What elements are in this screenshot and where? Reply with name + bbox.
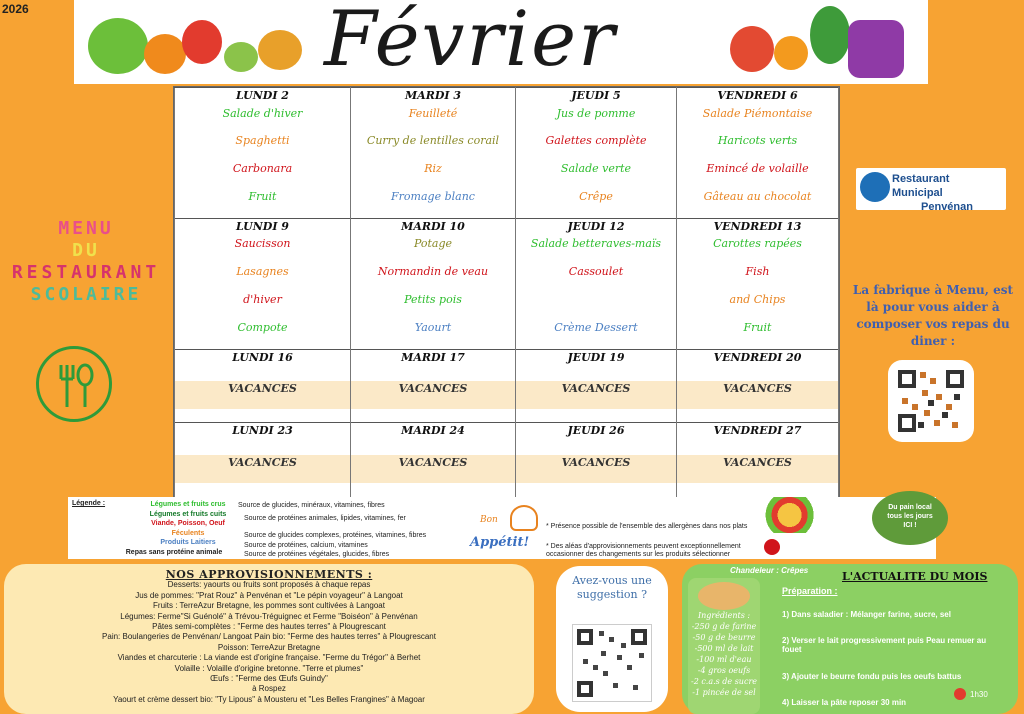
menu-row xyxy=(175,133,839,161)
menu-item: Fruit xyxy=(175,189,351,218)
ingredient-line: Ingrédients : xyxy=(697,611,751,620)
suggestion-text: Avez-vous une suggestion ? xyxy=(572,574,652,601)
header-banner xyxy=(74,0,928,84)
kiwi-illustration xyxy=(224,42,258,72)
menu-item: Riz xyxy=(351,161,516,189)
empty-cell xyxy=(677,483,839,497)
holiday-row xyxy=(175,381,839,409)
menu-item xyxy=(516,292,677,320)
spacer-row xyxy=(175,483,839,497)
menu-title-line: SCOLAIRE xyxy=(30,284,142,305)
veg-box-illustration xyxy=(848,20,904,78)
cabbage-illustration xyxy=(88,18,148,74)
day-header: JEUDI 12 xyxy=(516,218,677,236)
menu-item: Emincé de volaille xyxy=(677,161,839,189)
crepe-tag: Chandeleur : Crêpes xyxy=(730,566,809,575)
empty-cell xyxy=(516,409,677,423)
day-header: LUNDI 2 xyxy=(175,88,351,106)
news-title: L'ACTUALITE DU MOIS xyxy=(842,570,988,583)
menu-item: Fish xyxy=(677,264,839,292)
legend-category: Légumes et fruits cuits xyxy=(149,510,227,518)
menu-title xyxy=(8,218,164,306)
day-header: VENDREDI 13 xyxy=(677,218,839,236)
legend-category: Repas sans protéine animale xyxy=(125,548,223,556)
year-label: 2026 xyxy=(2,2,29,16)
spacer-row xyxy=(175,441,839,455)
cutlery-icon xyxy=(36,346,112,422)
day-header: JEUDI 26 xyxy=(516,423,677,441)
supply-line: Pâtes semi-complètes : "Ferme des hautes terres" à Plougrescant xyxy=(152,622,386,632)
day-header: MARDI 3 xyxy=(351,88,516,106)
menu-row xyxy=(175,320,839,349)
restaurant-logo xyxy=(856,168,1006,213)
menu-item: Compote xyxy=(175,320,351,349)
recipe-step: 4) Laisser la pâte reposer 30 min xyxy=(782,698,907,707)
supply-line: Viandes et charcuterie : La viande est d'origine française. "Ferme du Trégor" à Berhet xyxy=(117,653,421,663)
empty-cell xyxy=(677,441,839,455)
prep-time: 1h30 xyxy=(970,690,988,699)
menu-row xyxy=(175,161,839,189)
empty-cell xyxy=(677,409,839,423)
menu-item: Curry de lentilles corail xyxy=(351,133,516,161)
menu-item: Fruit xyxy=(677,320,839,349)
chef-hat-icon xyxy=(510,505,538,531)
menu-item: Jus de pomme xyxy=(516,106,677,134)
menu-item: Carbonara xyxy=(175,161,351,189)
empty-cell xyxy=(351,441,516,455)
ingredient-line: -250 g de farine xyxy=(691,622,757,631)
empty-cell xyxy=(351,483,516,497)
empty-cell xyxy=(175,483,351,497)
menu-row xyxy=(175,292,839,320)
menu-item: Petits pois xyxy=(351,292,516,320)
day-header: VENDREDI 27 xyxy=(677,423,839,441)
day-header: JEUDI 5 xyxy=(516,88,677,106)
spacer-row xyxy=(175,409,839,423)
recipe-step: 2) Verser le lait progressivement puis Peau remuer au fouet xyxy=(782,636,987,654)
menu-item: Salade betteraves-maïs xyxy=(516,236,677,264)
suggestion-panel xyxy=(556,566,668,712)
menu-row xyxy=(175,236,839,264)
supply-line: Légumes: Ferme"Si Guénolé" à Trévou-Tréguignec et Ferme "Boiséon" à Penvénan xyxy=(120,611,418,621)
spoon-icon xyxy=(860,172,890,202)
menu-item: Saucisson xyxy=(175,236,351,264)
menu-item: Potage xyxy=(351,236,516,264)
legend-category: Produits Laitiers xyxy=(160,539,216,546)
ingredients-card xyxy=(688,578,760,714)
month-title: Février xyxy=(324,0,617,83)
legend-description: Source de protéines, calcium, vitamines xyxy=(244,542,368,549)
supply-line: Pain: Boulangeries de Penvénan/ Langoat Pain bio: "Ferme des hautes terres" à Plougrescant xyxy=(102,632,436,642)
empty-cell xyxy=(516,483,677,497)
apple-illustration xyxy=(730,26,774,72)
supply-line: Jus de pommes: "Prat Rouz" à Penvénan et "Le pépin voyageur" à Langoat xyxy=(135,590,403,600)
ingredient-line: -1 pincée de sel xyxy=(692,688,756,697)
week-header-row xyxy=(175,88,839,106)
legend-description: Source de protéines végétales, glucides, fibres xyxy=(244,551,390,558)
holiday-cell: VACANCES xyxy=(175,381,351,409)
ingredient-line: -4 gros oeufs xyxy=(697,666,751,675)
empty-cell xyxy=(175,409,351,423)
menu-row xyxy=(175,264,839,292)
menu-item: Salade verte xyxy=(516,161,677,189)
menu-item: Haricots verts xyxy=(677,133,839,161)
holiday-cell: VACANCES xyxy=(516,455,677,483)
supply-line: Fruits : TerreAzur Bretagne, les pommes sont cultivées à Langoat xyxy=(153,601,385,611)
holiday-cell: VACANCES xyxy=(516,381,677,409)
menu-row xyxy=(175,189,839,218)
bon-text: Bon xyxy=(480,515,498,525)
appetit-text: Appétit! xyxy=(470,535,530,550)
ingredient-line: -50 g de beurre xyxy=(692,633,756,642)
ingredient-line: -2 c.a.s de sucre xyxy=(690,677,757,686)
recipe-step: 3) Ajouter le beurre fondu puis les oeufs battus xyxy=(782,672,962,681)
legend-title: Légende : xyxy=(72,500,106,507)
supply-line: Poisson: TerreAzur Bretagne xyxy=(217,642,321,652)
legend-description: Source de glucides, minéraux, vitamines, fibres xyxy=(238,502,385,509)
menu-item: Normandin de veau xyxy=(351,264,516,292)
holiday-cell: VACANCES xyxy=(677,381,839,409)
legend-category: Féculents xyxy=(171,529,205,537)
suggestion-qr-code[interactable] xyxy=(572,624,652,702)
ingredient-line: -100 ml d'eau xyxy=(696,655,752,664)
legend-description: Source de glucides complexes, protéines, vitamines, fibres xyxy=(244,532,427,539)
empty-cell xyxy=(516,367,677,381)
legend-panel xyxy=(68,497,936,559)
holiday-cell: VACANCES xyxy=(351,455,516,483)
empty-cell xyxy=(516,441,677,455)
menu-item: Fromage blanc xyxy=(351,189,516,218)
empty-cell xyxy=(175,367,351,381)
day-header: JEUDI 19 xyxy=(516,349,677,367)
menu-row xyxy=(175,106,839,134)
day-header: VENDREDI 20 xyxy=(677,349,839,367)
supply-note: * Des aléas d'approvisionnements peuvent exceptionnellement occasionner des changements sur les produits sélectionner xyxy=(546,543,741,558)
menu-item: d'hiver xyxy=(175,292,351,320)
restaurant-town: Penvénan xyxy=(921,201,973,213)
qr-code[interactable] xyxy=(888,360,974,442)
legend-category: Viande, Poisson, Oeuf xyxy=(151,520,225,527)
fruit-basket-illustration xyxy=(762,497,854,533)
menu-item: and Chips xyxy=(677,292,839,320)
day-header: MARDI 10 xyxy=(351,218,516,236)
menu-item: Lasagnes xyxy=(175,264,351,292)
menu-item: Salade d'hiver xyxy=(175,106,351,134)
legend-description: Source de protéines animales, lipides, vitamines, fer xyxy=(244,515,406,522)
supply-line: Volaille : Volaille d'origine bretonne. "Terre et plumes" xyxy=(174,663,364,673)
empty-cell xyxy=(175,441,351,455)
clock-icon xyxy=(954,688,966,700)
legend-category: Légumes et fruits crus xyxy=(150,501,226,508)
day-header: MARDI 24 xyxy=(351,423,516,441)
supply-line: Yaourt et crème dessert bio: "Ty Lipous" à Mousteru et "Les Belles Frangines" à Magoar xyxy=(113,694,425,704)
tomato-illustration xyxy=(182,20,222,64)
supply-line: Desserts: yaourts ou fruits sont proposés à chaque repas xyxy=(167,580,371,590)
menu-item: Feuilleté xyxy=(351,106,516,134)
menu-item: Cassoulet xyxy=(516,264,677,292)
week-header-row xyxy=(175,218,839,236)
allergen-note: * Présence possible de l'ensemble des allergènes dans nos plats xyxy=(546,523,748,530)
carrot-illustration xyxy=(774,36,808,70)
local-bread-badge: Du pain local tous les jours ICI ! xyxy=(872,491,948,545)
day-header: VENDREDI 6 xyxy=(677,88,839,106)
menu-item: Crème Dessert xyxy=(516,320,677,349)
restaurant-name: Restaurant Municipal xyxy=(892,173,950,199)
holiday-cell: VACANCES xyxy=(677,455,839,483)
allergen-icon xyxy=(764,539,780,555)
empty-cell xyxy=(351,367,516,381)
holiday-cell: VACANCES xyxy=(351,381,516,409)
menu-item: Galettes complète xyxy=(516,133,677,161)
ingredient-line: -500 ml de lait xyxy=(694,644,754,653)
menu-item: Carottes rapées xyxy=(677,236,839,264)
menu-title-line: DU xyxy=(72,240,100,261)
menu-title-line: RESTAURANT xyxy=(11,262,161,283)
menu-item: Crêpe xyxy=(516,189,677,218)
spacer-row xyxy=(175,367,839,381)
supply-panel xyxy=(4,564,534,714)
empty-cell xyxy=(351,409,516,423)
day-header: MARDI 17 xyxy=(351,349,516,367)
supply-line: à Rospez xyxy=(252,684,286,694)
day-header: LUNDI 9 xyxy=(175,218,351,236)
week-header-row xyxy=(175,423,839,441)
fruit-illustration xyxy=(258,30,302,70)
holiday-cell: VACANCES xyxy=(175,455,351,483)
day-header: LUNDI 23 xyxy=(175,423,351,441)
orange-illustration xyxy=(144,34,186,74)
week-header-row xyxy=(175,349,839,367)
menu-item: Yaourt xyxy=(351,320,516,349)
holiday-row xyxy=(175,455,839,483)
supply-title: NOS APPROVISIONNEMENTS : xyxy=(165,568,373,581)
menu-item: Spaghetti xyxy=(175,133,351,161)
empty-cell xyxy=(677,367,839,381)
menu-title-line: MENU xyxy=(58,218,114,239)
supply-line: Œufs : "Ferme des Œufs Guindy" xyxy=(210,674,328,684)
menu-grid xyxy=(173,86,840,498)
crepe-illustration xyxy=(698,582,750,610)
menu-item: Salade Piémontaise xyxy=(677,106,839,134)
recipe-step: 1) Dans saladier : Mélanger farine, sucre, sel xyxy=(782,610,951,619)
fabrique-text: La fabrique à Menu, est là pour vous aider à composer vos repas du diner : xyxy=(852,283,1014,348)
day-header: LUNDI 16 xyxy=(175,349,351,367)
preparation-heading: Préparation : xyxy=(782,586,838,596)
menu-item: Gâteau au chocolat xyxy=(677,189,839,218)
leaf-illustration xyxy=(810,6,850,64)
